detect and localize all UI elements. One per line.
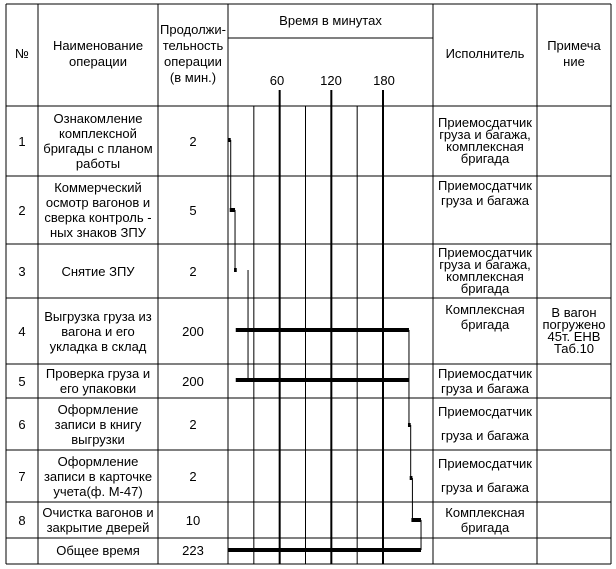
row-4-number: 4 bbox=[18, 323, 26, 339]
row-2-number: 2 bbox=[18, 202, 26, 218]
tick-label-180: 180 bbox=[373, 73, 395, 88]
row-6-number: 6 bbox=[18, 416, 26, 432]
row-8-duration: 10 bbox=[185, 512, 201, 528]
row-3-operation-name: Снятие ЗПУ bbox=[61, 263, 135, 279]
row-6-executor: Приемосдатчик груза и багажа bbox=[438, 404, 532, 443]
row-7-number: 7 bbox=[18, 468, 26, 484]
row-3-executor: Приемосдатчик груза и багажа, комплексная бригада bbox=[438, 245, 532, 296]
row-1-duration: 2 bbox=[189, 133, 197, 149]
row-4-note: В вагон погружено 45т. ЕНВ Таб.10 bbox=[542, 305, 606, 356]
row-2-executor: Приемосдатчик груза и багажа bbox=[438, 178, 532, 208]
row-4-operation-name: Выгрузка груза из вагона и его укладка в склад bbox=[44, 308, 152, 354]
row-6-duration: 2 bbox=[189, 416, 197, 432]
row-8-number: 8 bbox=[18, 512, 26, 528]
tick-label-120: 120 bbox=[320, 73, 342, 88]
row-1-operation-name: Ознакомление комплексной бригады с планом работы bbox=[43, 111, 153, 171]
row-5-duration: 200 bbox=[182, 373, 204, 389]
row-3-number: 3 bbox=[18, 263, 26, 279]
row-5-number: 5 bbox=[18, 373, 26, 389]
row-4-duration: 200 bbox=[182, 323, 204, 339]
header-note: Примеча ние bbox=[547, 38, 601, 69]
row-6-operation-name: Оформление записи в книгу выгрузки bbox=[54, 401, 142, 447]
row-8-operation-name: Очистка вагонов и закрытие дверей bbox=[42, 505, 154, 535]
header-time-in-minutes: Время в минутах bbox=[279, 13, 382, 28]
row-4-executor: Комплексная бригада bbox=[445, 302, 525, 332]
header-executor: Исполнитель bbox=[445, 46, 525, 61]
total-label: Общее время bbox=[56, 542, 140, 558]
row-7-operation-name: Оформление записи в карточке учета(ф. М-47) bbox=[43, 453, 153, 499]
row-5-executor: Приемосдатчик груза и багажа bbox=[438, 366, 532, 396]
row-1-executor: Приемосдатчик груза и багажа, комплексная бригада bbox=[438, 115, 532, 166]
row-2-operation-name: Коммерческий осмотр вагонов и сверка контроль - ных знаков ЗПУ bbox=[44, 180, 152, 240]
header-duration: Продолжи- тельность операции (в мин.) bbox=[160, 22, 226, 85]
header-operation-name: Наименование операции bbox=[52, 38, 144, 69]
row-3-duration: 2 bbox=[189, 263, 197, 279]
row-1-number: 1 bbox=[18, 133, 26, 149]
row-7-executor: Приемосдатчик груза и багажа bbox=[438, 456, 532, 495]
row-2-duration: 5 bbox=[189, 202, 197, 218]
tick-label-60: 60 bbox=[269, 73, 285, 88]
total-duration: 223 bbox=[182, 542, 204, 558]
header-number: № bbox=[15, 46, 29, 61]
row-5-operation-name: Проверка груза и его упаковки bbox=[45, 366, 151, 396]
row-7-duration: 2 bbox=[189, 468, 197, 484]
row-8-executor: Комплексная бригада bbox=[445, 505, 525, 535]
